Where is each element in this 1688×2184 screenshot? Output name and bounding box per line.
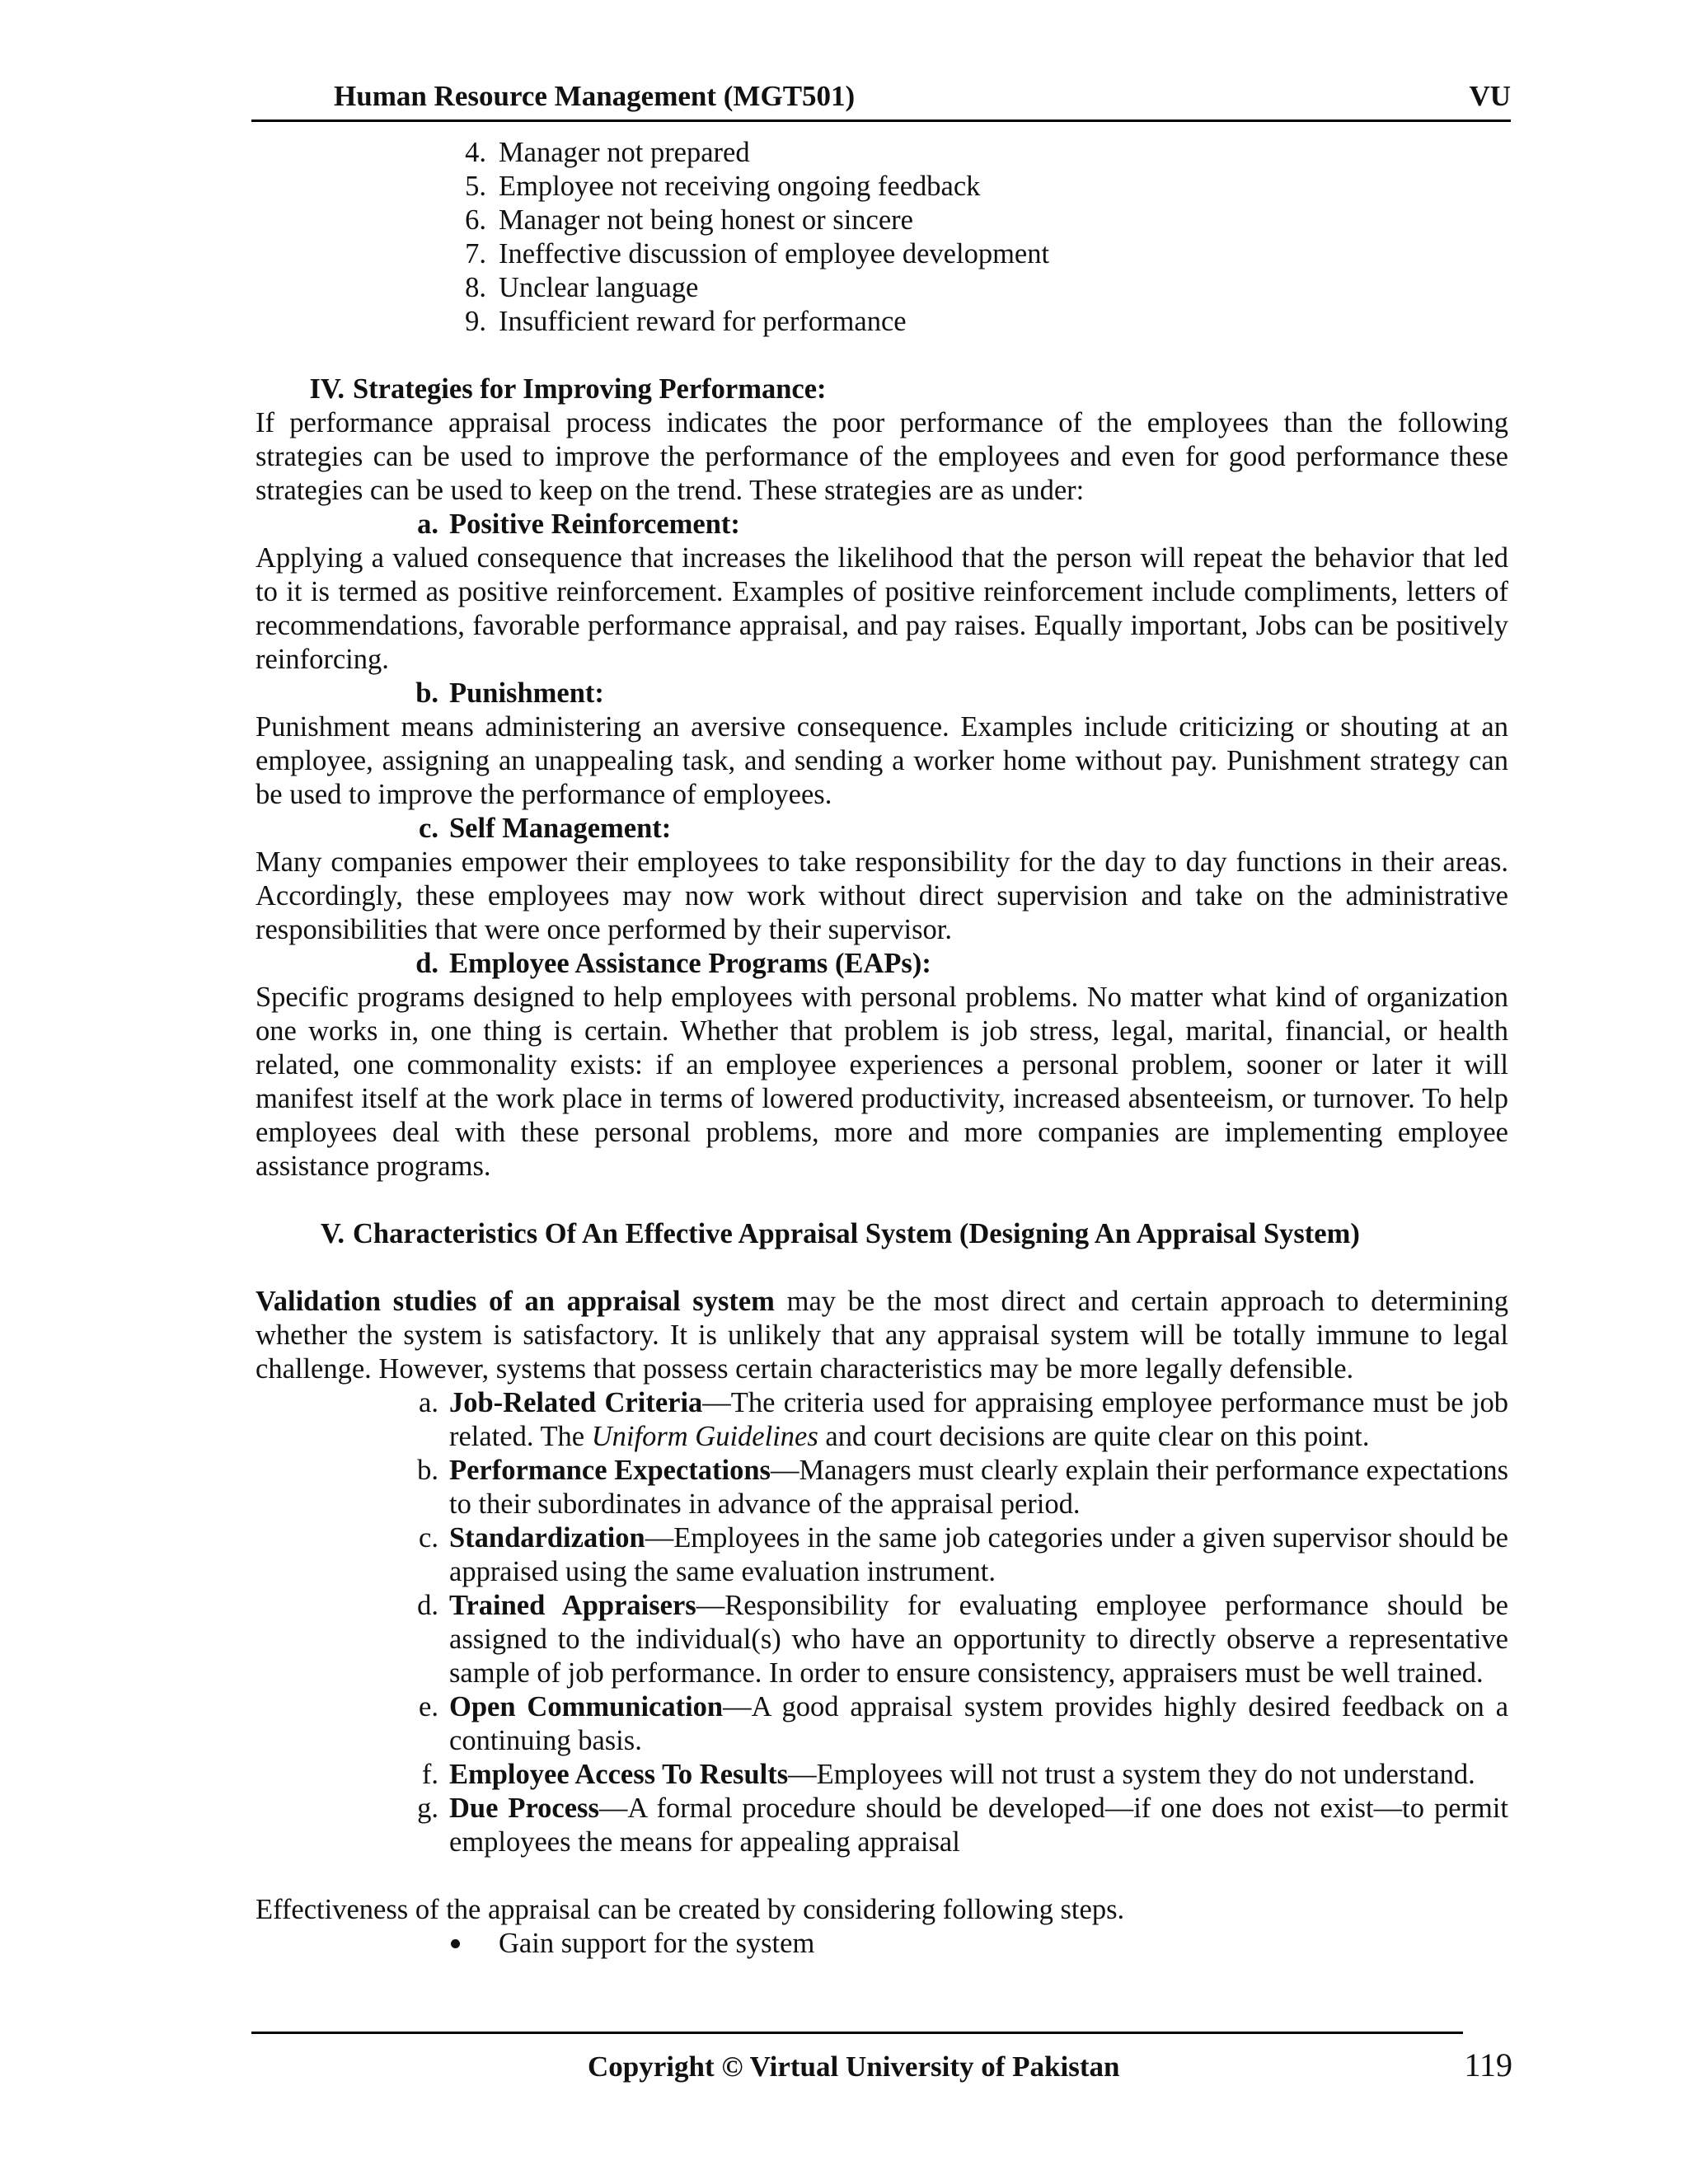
bullet-text: Gain support for the system bbox=[499, 1928, 815, 1959]
subheading-c bbox=[256, 812, 1508, 846]
item-letter: d. bbox=[417, 1590, 438, 1621]
header-vu: VU bbox=[1469, 80, 1511, 112]
item-text: —A good appraisal system provides highly desired feedback on a continuing basis. bbox=[449, 1691, 1509, 1756]
item-text: Ineffective discussion of employee development bbox=[499, 238, 1050, 269]
intro-rest: may be the most direct and certain approach to determining whether the system is satisfactory. It is unlikely that any appraisal system will be totally immune to legal challenge. However, systems that possess certain characteristics may be more legally defensible. bbox=[256, 1286, 1508, 1385]
paragraph-d: Specific programs designed to help employees with personal problems. No matter what kind of organization one works in, one thing is certain. Whether that problem is job stress, legal, marital, financial, or health related, one commonality exists: if an employee experiences a personal problem, sooner or later it will manifest itself at the work place in terms of lowered productivity, increased absenteeism, or turnover. To help employees deal with these personal problems, more and more companies are implementing employee assistance programs. bbox=[256, 982, 1508, 1182]
item-number: 9. bbox=[465, 306, 486, 337]
header-title: Human Resource Management (MGT501) bbox=[334, 80, 856, 112]
item-text: —Managers must clearly explain their performance expectations to their subordinates in advance of the appraisal period. bbox=[449, 1455, 1508, 1520]
list-item bbox=[256, 237, 1508, 271]
item-text: —A formal procedure should be developed—if one does not exist—to permit employees the means for appealing appraisal bbox=[449, 1793, 1509, 1858]
list-item bbox=[256, 170, 1508, 204]
spacer bbox=[256, 1859, 1508, 1893]
page-header bbox=[251, 78, 1511, 122]
sub-label: a. bbox=[417, 509, 438, 540]
item-italic: Uniform Guidelines bbox=[591, 1421, 818, 1452]
item-text: Manager not being honest or sincere bbox=[499, 204, 913, 236]
item-term: Trained Appraisers bbox=[449, 1590, 696, 1621]
item-term: Performance Expectations bbox=[449, 1455, 771, 1486]
spacer bbox=[256, 1251, 1508, 1285]
item-term: Open Communication bbox=[449, 1691, 724, 1722]
item-letter: c. bbox=[419, 1522, 438, 1554]
item-letter: a. bbox=[419, 1387, 438, 1418]
characteristics-list bbox=[256, 1386, 1508, 1859]
page-footer bbox=[251, 2032, 1512, 2083]
item-number: 5. bbox=[465, 171, 486, 202]
section-iv-intro: If performance appraisal process indicates the poor performance of the employees than the following strategies can be used to improve the performance of the employees and even for good performance these strategies can be used to keep on the trend. These strategies are as under: bbox=[256, 407, 1508, 506]
numbered-list bbox=[256, 136, 1508, 339]
item-letter: b. bbox=[417, 1455, 438, 1486]
item-letter: e. bbox=[419, 1691, 438, 1722]
list-item bbox=[256, 204, 1508, 237]
sub-label: d. bbox=[415, 948, 438, 979]
sub-title: Punishment: bbox=[449, 677, 604, 709]
item-number: 6. bbox=[465, 204, 486, 236]
sub-label: c. bbox=[419, 813, 438, 844]
subheading-b bbox=[256, 677, 1508, 710]
item-text: —Responsibility for evaluating employee performance should be assigned to the individual(s) who have an opportunity to directly observe a representative sample of job performance. In order to ensure consistency, appraisers must be well trained. bbox=[449, 1590, 1508, 1689]
item-term: Job-Related Criteria bbox=[449, 1387, 703, 1418]
item-text: Employee not receiving ongoing feedback bbox=[499, 171, 981, 202]
page-number: 119 bbox=[1464, 2046, 1512, 2083]
spacer bbox=[256, 1183, 1508, 1217]
bullet-icon bbox=[451, 1939, 460, 1948]
item-text: Unclear language bbox=[499, 272, 699, 303]
item-text: —The criteria used for appraising employee performance must be job related. The bbox=[449, 1387, 1508, 1452]
item-text: Insufficient reward for performance bbox=[499, 306, 907, 337]
list-item bbox=[256, 1454, 1508, 1521]
section-v-intro bbox=[256, 1285, 1508, 1386]
footer-copyright: Copyright © Virtual University of Pakistan bbox=[588, 2050, 1120, 2083]
paragraph-c: Many companies empower their employees to take responsibility for the day to day functions in their areas. Accordingly, these employees may now work without direct supervision and take on the administrative responsibilities that were once performed by their supervisor. bbox=[256, 846, 1508, 945]
item-text: —Employees will not trust a system they do not understand. bbox=[788, 1759, 1475, 1790]
section-v-heading bbox=[256, 1217, 1508, 1251]
item-number: 8. bbox=[465, 272, 486, 303]
sub-title: Self Management: bbox=[449, 813, 672, 844]
list-item bbox=[256, 136, 1508, 170]
item-letter: g. bbox=[417, 1793, 438, 1824]
sub-label: b. bbox=[415, 677, 438, 709]
paragraph-b: Punishment means administering an aversive consequence. Examples include criticizing or shouting at an employee, assigning an unappealing task, and sending a worker home without pay. Punishment strategy can be used to improve the performance of employees. bbox=[256, 711, 1508, 810]
subheading-a bbox=[256, 508, 1508, 541]
item-number: 4. bbox=[465, 137, 486, 168]
intro-bold: Validation studies of an appraisal system bbox=[256, 1286, 775, 1317]
sub-title: Positive Reinforcement: bbox=[449, 509, 740, 540]
paragraph-a: Applying a valued consequence that increases the likelihood that the person will repeat the behavior that led to it is termed as positive reinforcement. Examples of positive reinforcement include compliments, letters of recommendations, favorable performance appraisal, and pay raises. Equally important, Jobs can be positively reinforcing. bbox=[256, 542, 1508, 675]
item-letter: f. bbox=[421, 1759, 438, 1790]
item-text-tail: and court decisions are quite clear on this point. bbox=[818, 1421, 1370, 1452]
list-item bbox=[256, 305, 1508, 339]
spacer bbox=[256, 339, 1508, 373]
item-term: Standardization bbox=[449, 1522, 645, 1554]
item-text: —Employees in the same job categories under a given supervisor should be appraised using the same evaluation instrument. bbox=[449, 1522, 1508, 1587]
list-item bbox=[256, 1521, 1508, 1589]
bullet-item bbox=[256, 1927, 1508, 1961]
item-number: 7. bbox=[465, 238, 486, 269]
list-item bbox=[256, 271, 1508, 305]
list-item bbox=[256, 1792, 1508, 1859]
section-title: Strategies for Improving Performance: bbox=[353, 373, 827, 405]
closing-paragraph: Effectiveness of the appraisal can be created by considering following steps. bbox=[256, 1894, 1125, 1925]
sub-title: Employee Assistance Programs (EAPs): bbox=[449, 948, 931, 979]
subheading-d bbox=[256, 947, 1508, 981]
list-item bbox=[256, 1589, 1508, 1690]
item-term: Employee Access To Results bbox=[449, 1759, 789, 1790]
item-term: Due Process bbox=[449, 1793, 599, 1824]
list-item bbox=[256, 1758, 1508, 1792]
list-item bbox=[256, 1386, 1508, 1454]
section-number: IV. bbox=[309, 373, 345, 405]
section-number: V. bbox=[320, 1218, 345, 1249]
page-content bbox=[256, 136, 1508, 1961]
item-text: Manager not prepared bbox=[499, 137, 750, 168]
list-item bbox=[256, 1690, 1508, 1758]
section-iv-heading bbox=[256, 373, 1508, 406]
section-title: Characteristics Of An Effective Appraisal System (Designing An Appraisal System) bbox=[353, 1218, 1360, 1249]
